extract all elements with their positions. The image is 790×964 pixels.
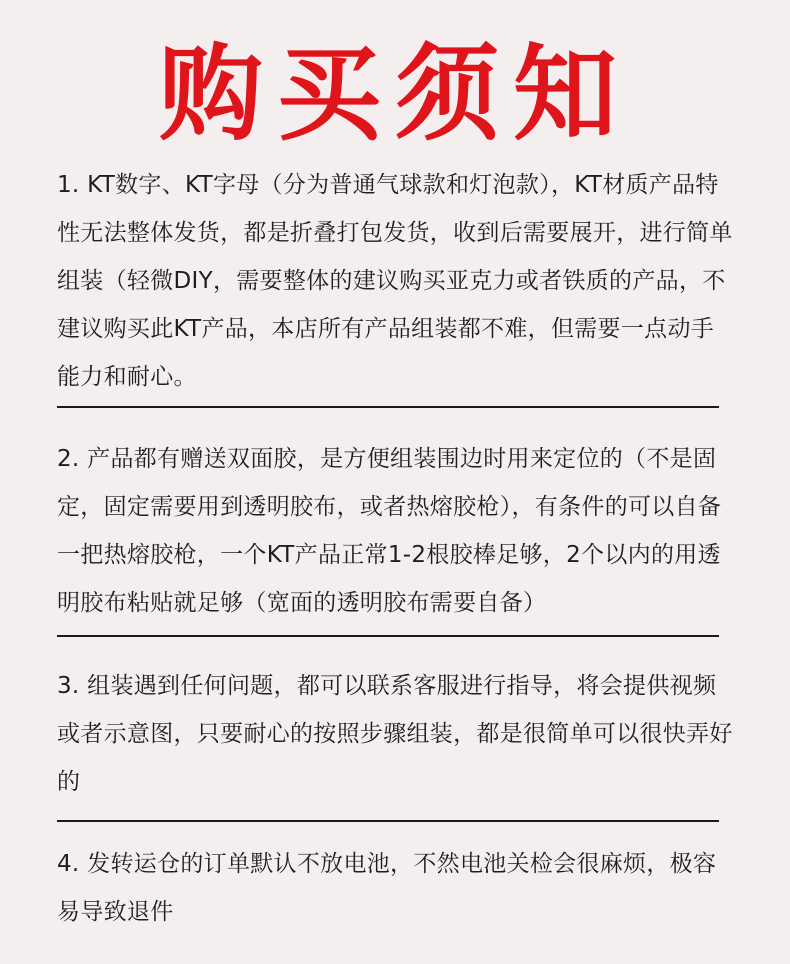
notice-3: 3. 组装遇到任何问题，都可以联系客服进行指导，将会提供视频或者示意图，只要耐心的按照步骤组装，都是很简单可以很快弄好的: [57, 673, 733, 795]
notice-2: 2. 产品都有赠送双面胶，是方便组装围边时用来定位的（不是固定，固定需要用到透明胶布，或者热熔胶枪），有条件的可以自备一把热熔胶枪，一个KT产品正常1-2根胶棒足够，2个以内的用透明胶布粘贴就足够（宽面的透明胶布需要自备）: [57, 446, 722, 616]
notice-4: 4. 发转运仓的订单默认不放电池，不然电池关检会很麻烦，极容易导致退件: [57, 851, 717, 925]
page-title: 购买须知: [158, 33, 631, 155]
notice-1: 1. KT数字、KT字母（分为普通气球款和灯泡款），KT材质产品特性无法整体发货，都是折叠打包发货，收到后需要展开，进行简单组装（轻微DIY，需要整体的建议购买亚克力或者铁质的产品，不建议购买此KT产品，本店所有产品组装都不难，但需要一点动手能力和耐心。: [57, 172, 733, 390]
divider-2: [57, 635, 719, 637]
divider-3: [57, 820, 719, 822]
divider-1: [57, 406, 719, 408]
